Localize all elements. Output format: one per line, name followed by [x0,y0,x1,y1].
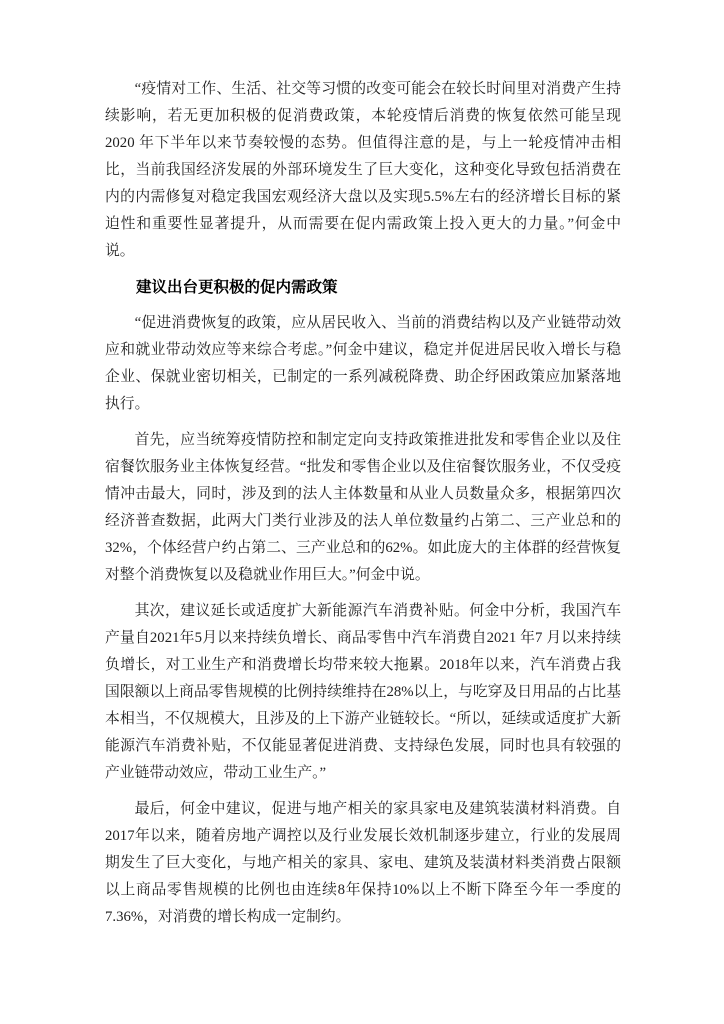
section-heading: 建议出台更积极的促内需政策 [136,279,338,296]
paragraph: 首先，应当统筹疫情防控和制定定向支持政策推进批发和零售企业以及住宿餐饮服务业主体恢复经营。“批发和零售企业以及住宿餐饮服务业，不仅受疫情冲击最大，同时，涉及到的法人主体数量和从业人员数量众多，根据第四次经济普查数据，此两大门类行业涉及的法人单位数量约占第二、三产业总和的32%，个体经营户约占第二、三产业总和的62%。如此庞大的主体群的经营恢复对整个消费恢复以及稳就业作用巨大。”何金中说。 [105,432,621,583]
paragraph: “促进消费恢复的政策，应从居民收入、当前的消费结构以及产业链带动效应和就业带动效应等来综合考虑。”何金中建议，稳定并促进居民收入增长与稳企业、保就业密切相关，已制定的一系列减税降费、助企纾困政策应加紧落地执行。 [105,315,621,412]
article-body [105,76,621,940]
paragraph: 其次，建议延长或适度扩大新能源汽车消费补贴。何金中分析，我国汽车产量自2021年5月以来持续负增长、商品零售中汽车消费自2021 年7 月以来持续负增长，对工业生产和消费增长均带来较大拖累。2018年以来，汽车消费占我国限额以上商品零售规模的比例持续维持在28%以上，与吃穿及日用品的占比基本相当，不仅规模大，且涉及的上下游产业链较长。“所以，延续或适度扩大新能源汽车消费补贴，不仅能显著促进消费、支持绿色发展，同时也具有较强的产业链带动效应，带动工业生产。” [105,603,621,781]
paragraph: 最后，何金中建议，促进与地产相关的家具家电及建筑装潢材料消费。自2017年以来，随着房地产调控以及行业发展长效机制逐步建立，行业的发展周期发生了巨大变化，与地产相关的家具、家电、建筑及装潢材料类消费占限额以上商品零售规模的比例也由连续8年保持10%以上不断下降至今年一季度的7.36%，对消费的增长构成一定制约。 [105,801,621,925]
paragraph: “疫情对工作、生活、社交等习惯的改变可能会在较长时间里对消费产生持续影响，若无更加积极的促消费政策，本轮疫情后消费的恢复依然可能呈现2020 年下半年以来节奏较慢的态势。但值得注意的是，与上一轮疫情冲击相比，当前我国经济发展的外部环境发生了巨大变化，这种变化导致包括消费在内的内需修复对稳定我国宏观经济大盘以及实现5.5%左右的经济增长目标的紧迫性和重要性显著提升，从而需要在促内需政策上投入更大的力量。”何金中说。 [105,81,621,259]
